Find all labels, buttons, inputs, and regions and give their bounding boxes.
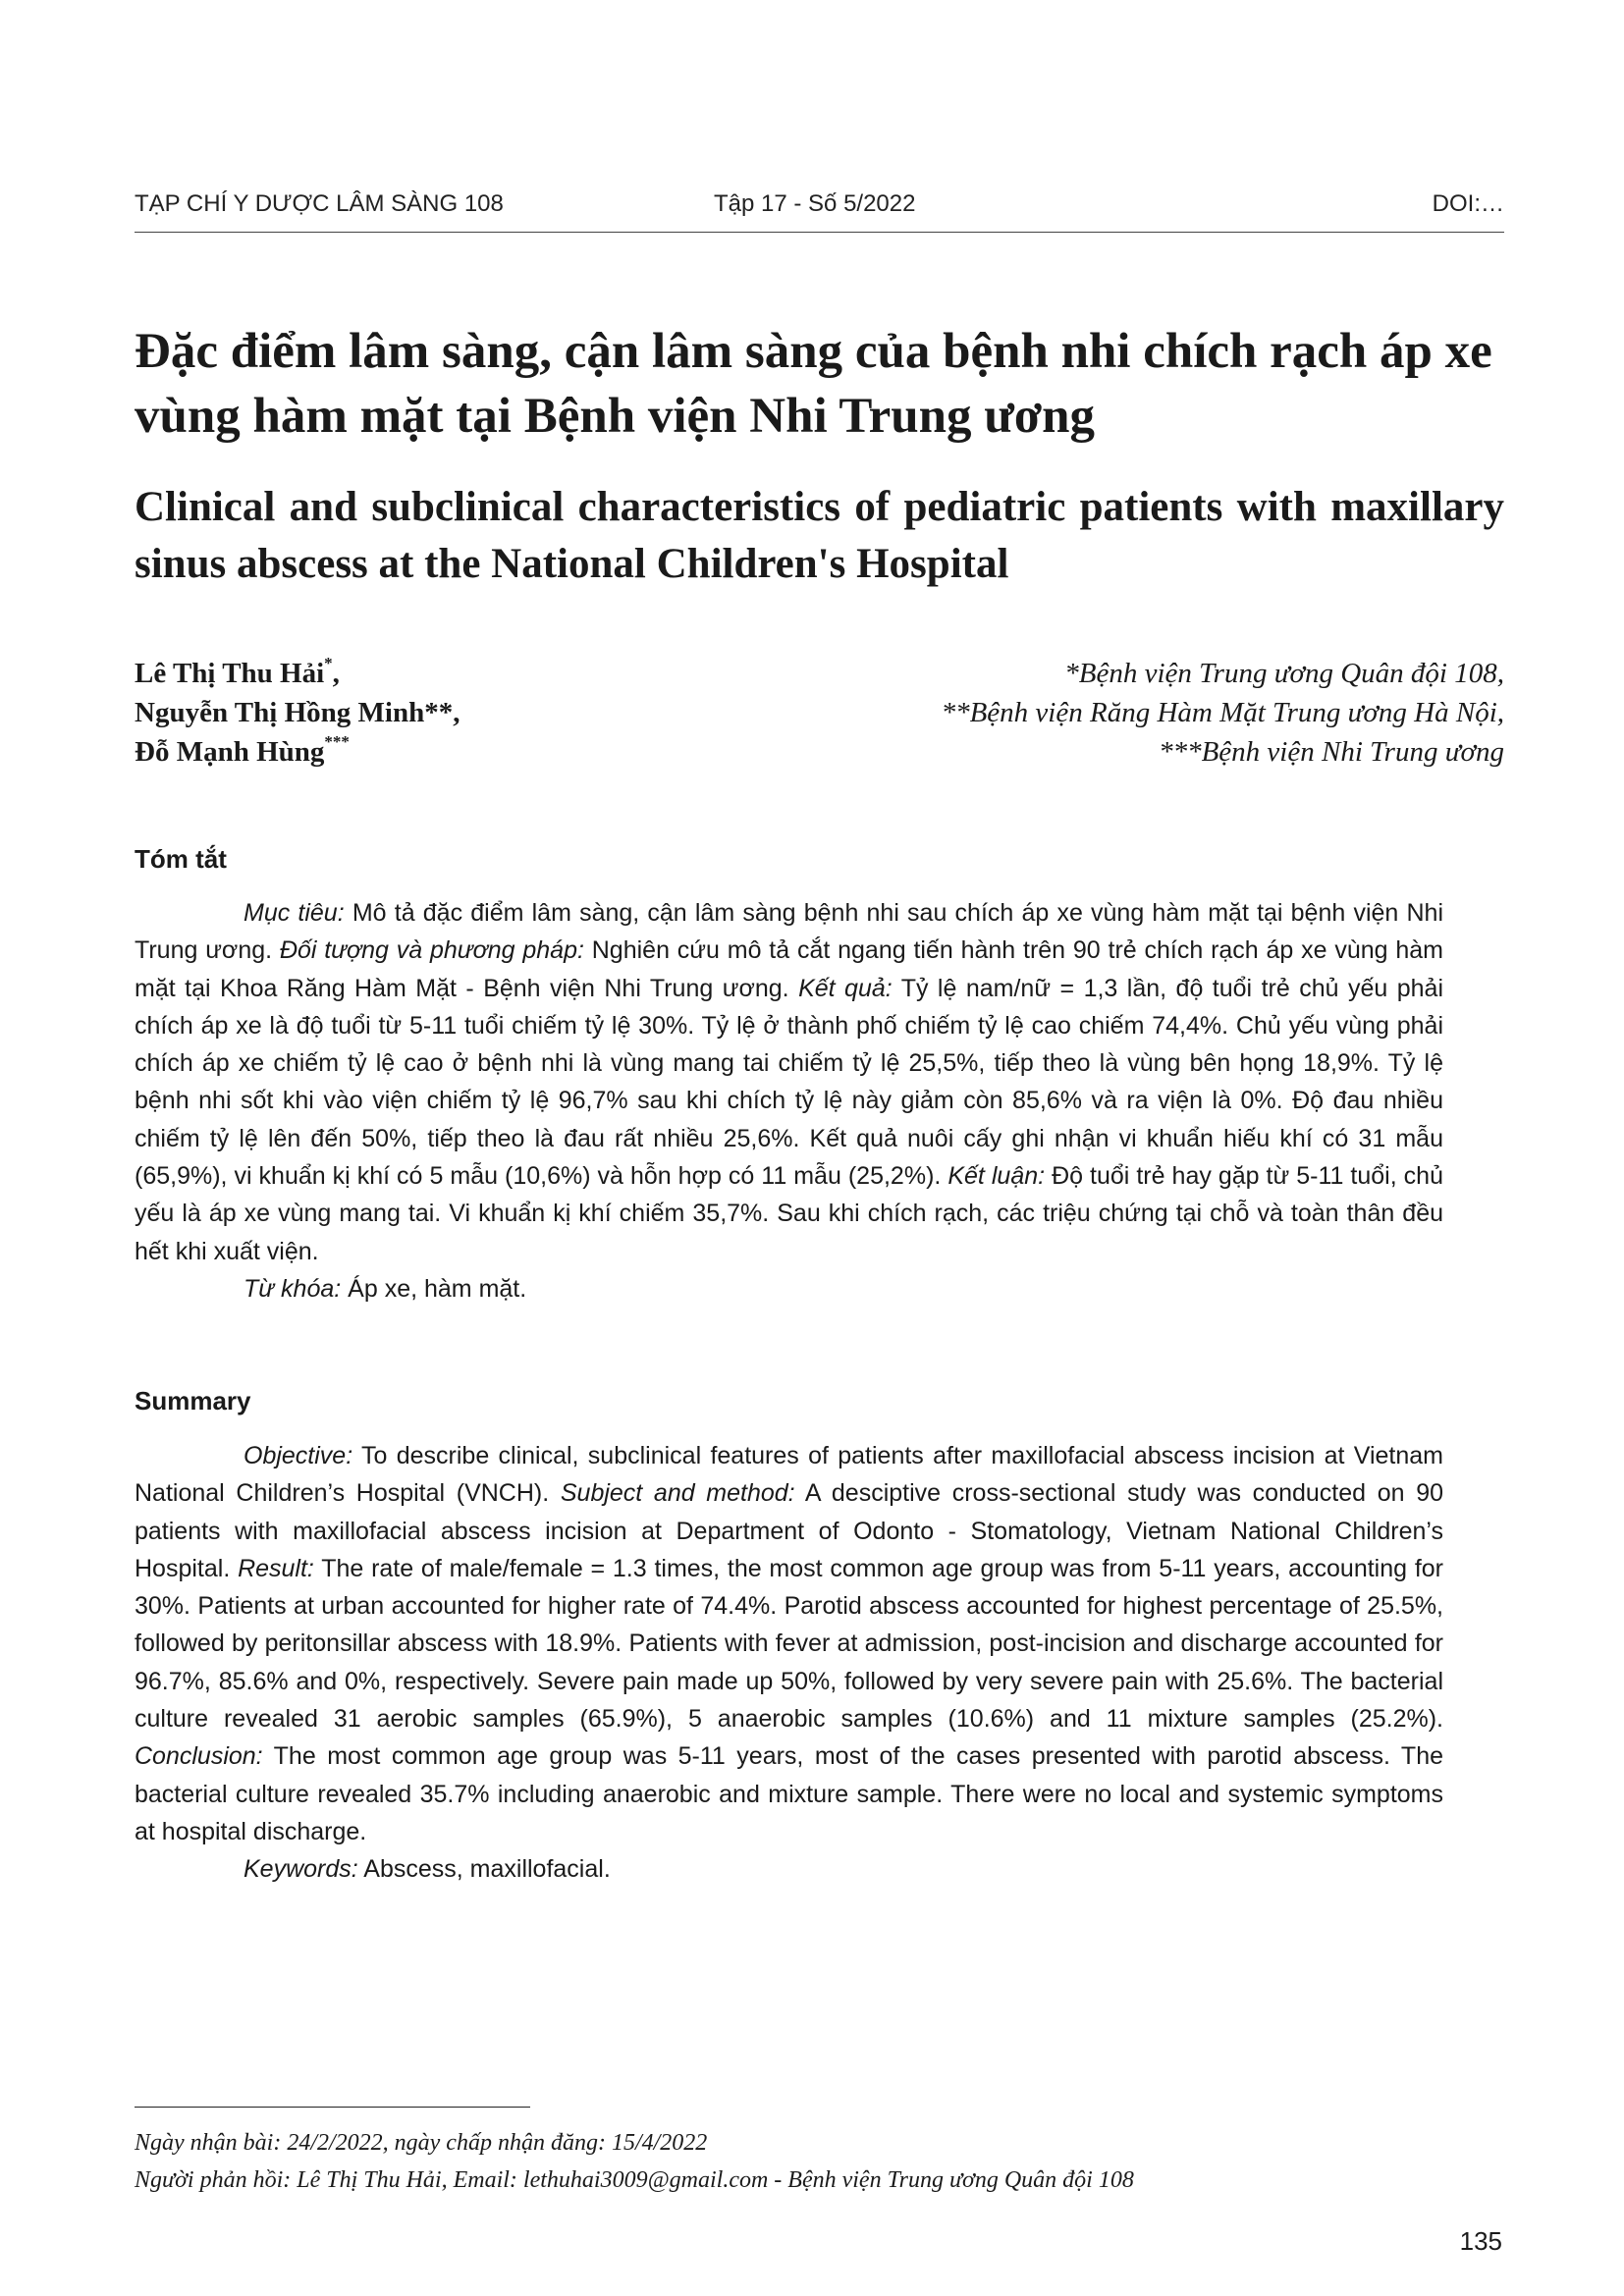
author: Lê Thị Thu Hải*, <box>135 654 340 689</box>
header-divider <box>135 232 1504 233</box>
affiliation-list <box>719 654 1504 772</box>
abstract-en-paragraph: Objective: To describe clinical, subclinical features of patients after maxillofacial abscess incision at Vietnam National Children’s Hospital (VNCH). Subject and method: A desciptive cross-sectional study was conducted on 90 patients with maxillofacial abscess incision at Department of Odonto - Stomatology, Vietnam National Children’s Hospital. Result: The rate of male/female = 1.3 times, the most common age group was from 5-11 years, accounting for 30%. Patients at urban accounted for higher rate of 74.4%. Parotid abscess accounted for highest percentage of 25.5%, followed by peritonsillar abscess with 18.9%. Patients with fever at admission, post-incision and discharge accounted for 96.7%, 85.6% and 0%, respectively. Severe pain made up 50%, followed by very severe pain with 25.6%. The bacterial culture revealed 31 aerobic samples (65.9%), 5 anaerobic samples (10.6%) and 11 mixture samples (25.2%). Conclusion: The most common age group was 5-11 years, most of the cases presented with parotid abscess. The bacterial culture revealed 35.7% including anaerobic and mixture sample. There were no local and systemic symptoms at hospital discharge. <box>135 1442 1443 1845</box>
correspondence-note: Người phản hồi: Lê Thị Thu Hải, Email: lethuhai3009@gmail.com - Bệnh viện Trung ương Quân đội 108 <box>135 2167 1134 2193</box>
author: Đỗ Mạnh Hùng*** <box>135 732 350 768</box>
footnote-divider <box>135 2107 530 2108</box>
affiliation: ***Bệnh viện Nhi Trung ương <box>1159 736 1504 768</box>
abstract-vi-heading: Tóm tắt <box>135 844 227 874</box>
abstract-vi-keywords: Từ khóa: Áp xe, hàm mặt. <box>244 1274 527 1303</box>
affiliation: **Bệnh viện Răng Hàm Mặt Trung ương Hà Nội, <box>941 697 1504 728</box>
journal-name: TẠP CHÍ Y DƯỢC LÂM SÀNG 108 <box>135 190 504 217</box>
page-number: 135 <box>1459 2226 1502 2256</box>
abstract-vi-body <box>135 894 1443 1308</box>
abstract-en-keywords: Keywords: Abscess, maxillofacial. <box>244 1855 611 1884</box>
issue-info: Tập 17 - Số 5/2022 <box>714 190 916 217</box>
footnotes <box>135 2124 1504 2199</box>
abstract-en-heading: Summary <box>135 1386 251 1415</box>
author: Nguyễn Thị Hồng Minh**, <box>135 697 460 728</box>
doi-label: DOI:… <box>1432 190 1504 217</box>
running-header <box>135 190 1504 230</box>
title-english: Clinical and subclinical characteristics of pediatric patients with maxillary sinus abscess at the National Children's Hospital <box>135 484 1504 587</box>
abstract-en-body <box>135 1437 1443 1889</box>
received-date-note: Ngày nhận bài: 24/2/2022, ngày chấp nhận đăng: 15/4/2022 <box>135 2130 708 2156</box>
abstract-vi-paragraph: Mục tiêu: Mô tả đặc điểm lâm sàng, cận lâm sàng bệnh nhi sau chích áp xe vùng hàm mặt tại bệnh viện Nhi Trung ương. Đối tượng và phương pháp: Nghiên cứu mô tả cắt ngang tiến hành trên 90 trẻ chích rạch áp xe vùng hàm mặt tại Khoa Răng Hàm Mặt - Bệnh viện Nhi Trung ương. Kết quả: Tỷ lệ nam/nữ = 1,3 lần, độ tuổi trẻ chủ yếu phải chích áp xe là độ tuổi từ 5-11 tuổi chiếm tỷ lệ 30%. Tỷ lệ ở thành phố chiếm tỷ lệ cao chiếm 74,4%. Chủ yếu vùng phải chích áp xe chiếm tỷ lệ cao ở bệnh nhi là vùng mang tai chiếm tỷ lệ 25,5%, tiếp theo là vùng bên họng 18,9%. Tỷ lệ bệnh nhi sốt khi vào viện chiếm tỷ lệ 96,7% sau khi chích tỷ lệ này giảm còn 85,6% và ra viện là 0%. Độ đau nhiều chiếm tỷ lệ lên đến 50%, tiếp theo là đau rất nhiều 25,6%. Kết quả nuôi cấy ghi nhận vi khuẩn hiếu khí có 31 mẫu (65,9%), vi khuẩn kị khí có 5 mẫu (10,6%) và hỗn hợp có 11 mẫu (25,2%). Kết luận: Độ tuổi trẻ hay gặp từ 5-11 tuổi, chủ yếu là áp xe vùng mang tai. Vi khuẩn kị khí chiếm 35,7%. Sau khi chích rạch, các triệu chứng tại chỗ và toàn thân đều hết khi xuất viện. <box>135 899 1444 1265</box>
title-vietnamese: Đặc điểm lâm sàng, cận lâm sàng của bệnh nhi chích rạch áp xe vùng hàm mặt tại Bệnh viện Nhi Trung ương <box>135 324 1492 444</box>
affiliation: *Bệnh viện Trung ương Quân đội 108, <box>1064 658 1504 689</box>
